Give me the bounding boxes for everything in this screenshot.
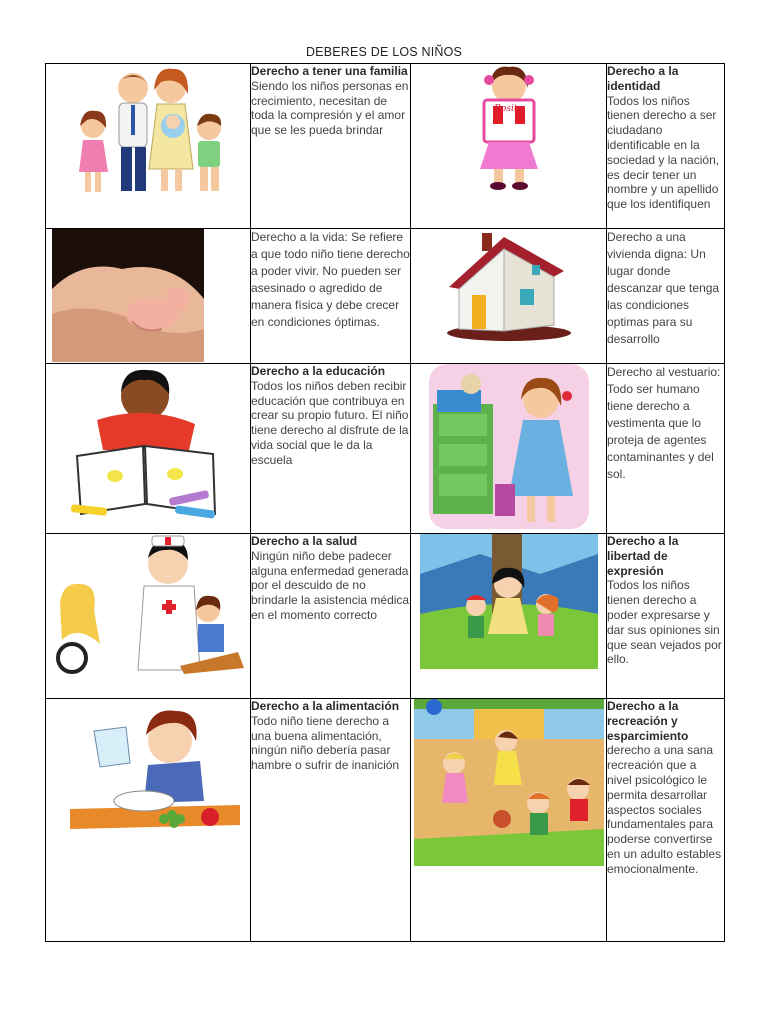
children-playing-illustration <box>414 699 604 866</box>
health-heading: Derecho a la salud <box>251 534 358 548</box>
boy-eating-illustration <box>64 701 244 851</box>
expression-heading: Derecho a la libertad de expresión <box>607 534 679 578</box>
family-text-cell <box>251 64 411 229</box>
clothing-text-cell <box>607 364 725 534</box>
food-body: Todo niño tiene derecho a una buena alimentación, ningún niño debería pasar hambre o sufrir de inanición <box>251 713 400 773</box>
family-illustration-cell <box>46 64 251 229</box>
clothing-heading: Derecho al vestuario: <box>607 365 721 379</box>
health-illustration-cell <box>46 534 251 699</box>
life-text-cell <box>251 229 411 364</box>
child-studying-illustration <box>63 364 233 524</box>
recreation-text-cell <box>607 699 725 942</box>
identity-illustration <box>464 64 554 194</box>
housing-text-cell <box>607 229 725 364</box>
children-under-tree-illustration <box>420 534 598 669</box>
housing-illustration-cell <box>411 229 607 364</box>
food-text-cell <box>251 699 411 942</box>
recreation-heading: Derecho a la recreación y esparcimiento <box>607 699 689 743</box>
table-row <box>46 699 725 942</box>
identity-name-badge: Rosita <box>494 104 523 114</box>
table-row <box>46 364 725 534</box>
table-row <box>46 534 725 699</box>
table-row <box>46 64 725 229</box>
life-body: Se refiere a que todo niño tiene derecho a poder vivir. No pueden ser asesinado o agredido de manera física y debe crecer en condiciones óptimas. <box>251 230 410 329</box>
nurse-children-illustration <box>48 534 248 674</box>
expression-illustration-cell <box>411 534 607 699</box>
housing-body: Un lugar donde descanzar que tenga las condiciones optimas para su desarrollo <box>607 247 720 346</box>
clothing-body: Todo ser humano tiene derecho a vestimenta que lo proteja de agentes contaminantes y del sol. <box>607 382 714 481</box>
food-heading: Derecho a la alimentación <box>251 699 400 713</box>
identity-heading: Derecho a la identidad <box>607 64 679 93</box>
identity-illustration-cell <box>411 64 607 229</box>
girl-dressing-illustration <box>429 364 589 529</box>
identity-text-cell <box>607 64 725 229</box>
family-illustration <box>61 64 236 204</box>
health-text-cell <box>251 534 411 699</box>
education-text-cell <box>251 364 411 534</box>
page-title: DEBERES DE LOS NIÑOS <box>305 45 463 59</box>
expression-body: Todos los niños tienen derecho a poder expresarse y dar sus opiniones sin que sean vejados por ello. <box>607 578 722 667</box>
health-body: Ningún niño debe padecer alguna enfermedad generada por el descuido de no brindarle la asistencia médica en el momento correcto <box>251 548 410 622</box>
house-illustration <box>444 229 574 349</box>
hands-baby-photo <box>52 229 204 362</box>
education-illustration-cell <box>46 364 251 534</box>
family-heading: Derecho a tener una familia <box>251 64 408 78</box>
education-body: Todos los niños deben recibir educación que contribuya en crear su propio futuro. El niño tiene derecho al disfrute de la vida social que le da la escuela <box>251 378 409 467</box>
expression-text-cell <box>607 534 725 699</box>
life-illustration-cell <box>46 229 251 364</box>
recreation-illustration-cell <box>411 699 607 942</box>
family-body: Siendo los niños personas en crecimiento, necesitan de toda la compresión y el amor que se les pueda brindar <box>251 78 409 138</box>
housing-heading: Derecho a una vivienda digna: <box>607 230 688 261</box>
life-heading: Derecho a la vida: <box>251 230 348 244</box>
education-heading: Derecho a la educación <box>251 364 386 378</box>
rights-table <box>45 63 725 942</box>
recreation-body: derecho a una sana recreación que a nivel psicológico le permita desarrollar aspectos sociales fundamentales para poderse convertirse en un adulto estables emocionalmente. <box>607 743 722 876</box>
food-illustration-cell <box>46 699 251 942</box>
table-row <box>46 229 725 364</box>
clothing-illustration-cell <box>411 364 607 534</box>
identity-body: Todos los niños tienen derecho a ser ciudadano identificable en la sociedad y la nación, es decir tener un nombre y un apellido que los identifiquen <box>607 93 720 212</box>
